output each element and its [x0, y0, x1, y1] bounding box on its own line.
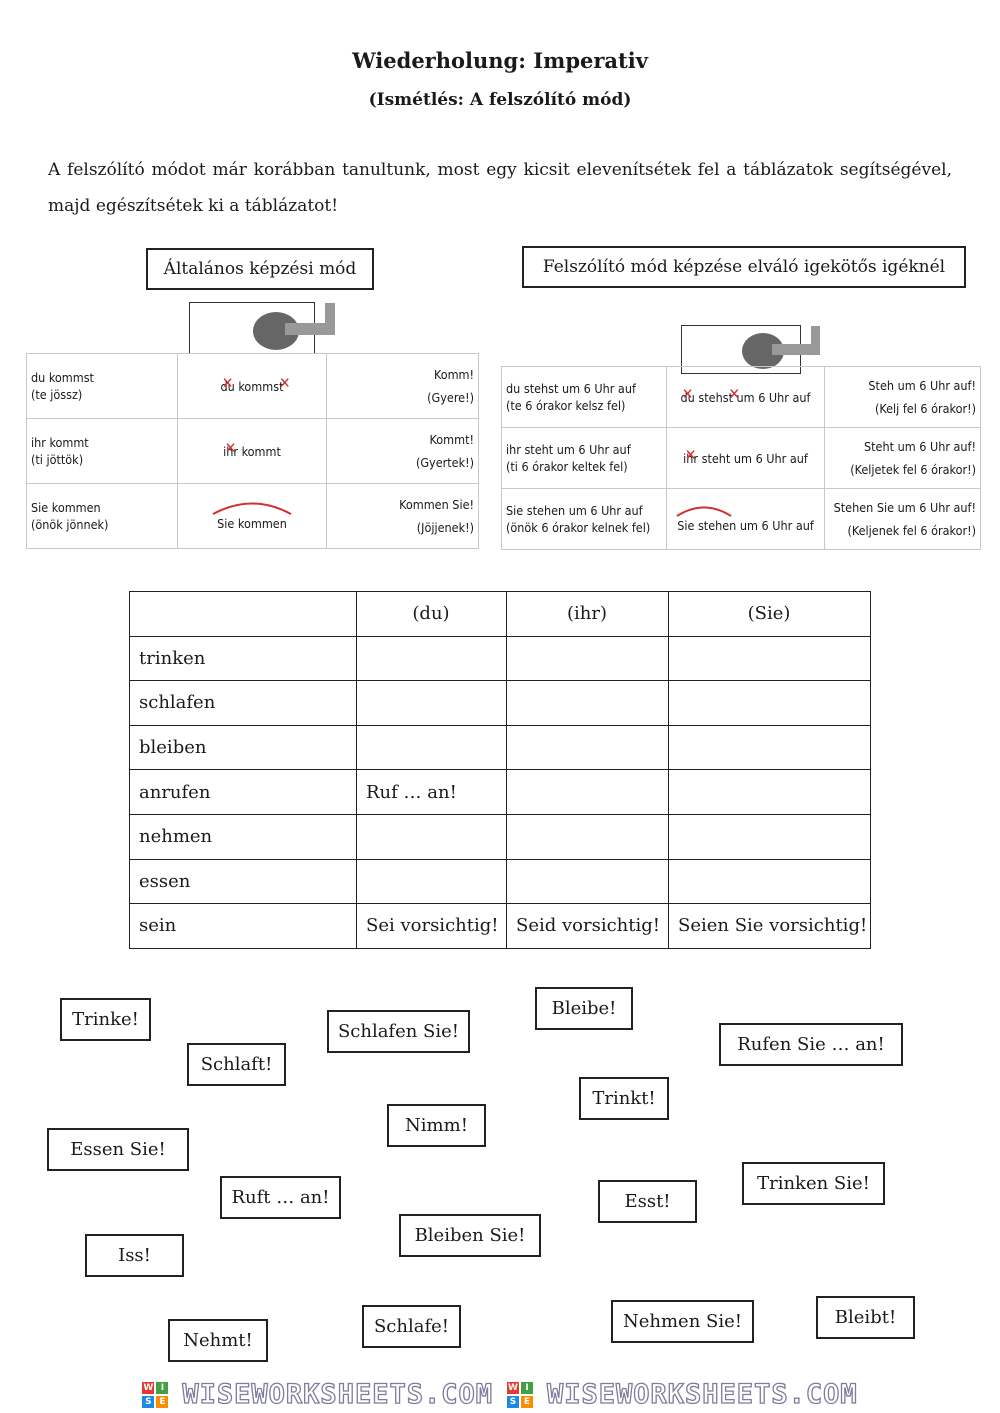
- table-row: [130, 814, 871, 859]
- answer-cell: Seid vorsichtig!: [507, 904, 669, 949]
- header-cell: [130, 592, 357, 637]
- right-example-table: [501, 366, 981, 550]
- swap-arc-icon: [674, 505, 734, 517]
- answer-chip[interactable]: Trinken Sie!: [742, 1162, 885, 1205]
- answer-chip[interactable]: Bleibt!: [816, 1296, 915, 1339]
- verb-cell: essen: [130, 859, 357, 904]
- source-cell: du stehst um 6 Uhr auf (te 6 órakor kelsz fel): [502, 367, 667, 428]
- answer-chip[interactable]: Nehmen Sie!: [611, 1300, 754, 1343]
- left-example-row: [27, 484, 479, 549]
- answer-cell[interactable]: [357, 814, 507, 859]
- verb-cell: nehmen: [130, 814, 357, 859]
- verb-cell: schlafen: [130, 681, 357, 726]
- answer-cell[interactable]: [507, 636, 669, 681]
- transform-cell: Sie stehen um 6 Uhr auf: [667, 489, 825, 550]
- result-cell: Komm! (Gyere!): [327, 354, 479, 419]
- answer-cell[interactable]: [669, 681, 871, 726]
- right-example-label: Felszólító mód képzése elváló igekötős igéknél: [522, 246, 966, 288]
- exercise-table: [129, 591, 871, 949]
- answer-chip[interactable]: Schlaft!: [187, 1043, 286, 1086]
- intro-paragraph: A felszólító módot már korábban tanultunk, most egy kicsit elevenítsétek fel a táblázatok segítségével, majd egészítsétek ki a táblázatot!: [48, 160, 952, 216]
- answer-cell[interactable]: [507, 770, 669, 815]
- answer-cell[interactable]: [669, 814, 871, 859]
- table-row: [130, 904, 871, 949]
- source-cell: ihr kommt (ti jöttök): [27, 419, 178, 484]
- transform-cell: ihr ✕ kommt: [178, 419, 327, 484]
- right-example-row: [502, 367, 981, 428]
- brand-footer: [0, 1376, 1000, 1413]
- answer-chip[interactable]: Trinkt!: [579, 1077, 669, 1120]
- brand-text: WISEWORKSHEETS.COM: [182, 1379, 493, 1410]
- answer-cell: Seien Sie vorsichtig!: [669, 904, 871, 949]
- header-cell: (Sie): [669, 592, 871, 637]
- left-example-table: [26, 353, 479, 549]
- page-subtitle: (Ismétlés: A felszólító mód): [368, 90, 632, 110]
- right-example-row: [502, 428, 981, 489]
- result-cell: Steh um 6 Uhr auf! (Kelj fel 6 órakor!): [825, 367, 981, 428]
- source-cell: ihr steht um 6 Uhr auf (ti 6 órakor keltek fel): [502, 428, 667, 489]
- answer-chip[interactable]: Esst!: [598, 1180, 697, 1223]
- table-row: [130, 636, 871, 681]
- swap-arc-icon: [210, 501, 294, 515]
- transform-cell: Sie kommen: [178, 484, 327, 549]
- answer-cell[interactable]: [507, 859, 669, 904]
- result-cell: Kommt! (Gyertek!): [327, 419, 479, 484]
- answer-chip[interactable]: Trinke!: [60, 998, 151, 1041]
- answer-chip[interactable]: Ruft … an!: [220, 1176, 341, 1219]
- stamp-handle: [772, 344, 811, 355]
- page-title: Wiederholung: Imperativ: [352, 48, 648, 73]
- answer-cell: Ruf … an!: [357, 770, 507, 815]
- left-stamp-illustration: [189, 302, 315, 354]
- verb-cell: bleiben: [130, 725, 357, 770]
- answer-cell[interactable]: [507, 814, 669, 859]
- verb-cell: anrufen: [130, 770, 357, 815]
- source-cell: du kommst (te jössz): [27, 354, 178, 419]
- table-header-row: [130, 592, 871, 637]
- answer-cell[interactable]: [669, 636, 871, 681]
- stamp-post: [325, 303, 335, 335]
- result-cell: Stehen Sie um 6 Uhr auf! (Keljenek fel 6 órakor!): [825, 489, 981, 550]
- answer-cell[interactable]: [507, 725, 669, 770]
- answer-chip[interactable]: Schlafe!: [362, 1305, 461, 1348]
- source-cell: Sie stehen um 6 Uhr auf (önök 6 órakor kelnek fel): [502, 489, 667, 550]
- transform-cell: du ✕ stehst ✕ um 6 Uhr auf: [667, 367, 825, 428]
- answer-cell[interactable]: [669, 859, 871, 904]
- answer-cell[interactable]: [357, 681, 507, 726]
- brand-logo-icon: W I S E: [507, 1382, 533, 1408]
- result-cell: Steht um 6 Uhr auf! (Keljetek fel 6 órakor!): [825, 428, 981, 489]
- answer-cell[interactable]: [669, 770, 871, 815]
- brand-text: WISEWORKSHEETS.COM: [547, 1379, 858, 1410]
- stamp-handle: [285, 323, 325, 335]
- answer-chip[interactable]: Rufen Sie … an!: [719, 1023, 903, 1066]
- right-example-row: [502, 489, 981, 550]
- header-cell: (ihr): [507, 592, 669, 637]
- answer-chip[interactable]: Essen Sie!: [47, 1128, 189, 1171]
- answer-cell[interactable]: [669, 725, 871, 770]
- header-cell: (du): [357, 592, 507, 637]
- table-row: [130, 770, 871, 815]
- left-example-row: [27, 419, 479, 484]
- answer-chip[interactable]: Nimm!: [387, 1104, 486, 1147]
- result-cell: Kommen Sie! (Jöjjenek!): [327, 484, 479, 549]
- answer-cell: Sei vorsichtig!: [357, 904, 507, 949]
- answer-chip[interactable]: Schlafen Sie!: [327, 1010, 470, 1053]
- answer-cell[interactable]: [357, 636, 507, 681]
- transform-cell: du ✕ kommst ✕: [178, 354, 327, 419]
- answer-cell[interactable]: [357, 859, 507, 904]
- verb-cell: trinken: [130, 636, 357, 681]
- answer-cell[interactable]: [507, 681, 669, 726]
- brand-logo-icon: W I S E: [142, 1382, 168, 1408]
- left-example-label: Általános képzési mód: [146, 248, 374, 290]
- source-cell: Sie kommen (önök jönnek): [27, 484, 178, 549]
- table-row: [130, 859, 871, 904]
- table-row: [130, 725, 871, 770]
- verb-cell: sein: [130, 904, 357, 949]
- answer-chip[interactable]: Bleibe!: [535, 987, 633, 1030]
- answer-cell[interactable]: [357, 725, 507, 770]
- table-row: [130, 681, 871, 726]
- stamp-post: [811, 326, 820, 355]
- left-example-row: [27, 354, 479, 419]
- answer-chip[interactable]: Bleiben Sie!: [399, 1214, 541, 1257]
- answer-chip[interactable]: Iss!: [85, 1234, 184, 1277]
- answer-chip[interactable]: Nehmt!: [168, 1319, 268, 1362]
- transform-cell: ihr ✕ steht um 6 Uhr auf: [667, 428, 825, 489]
